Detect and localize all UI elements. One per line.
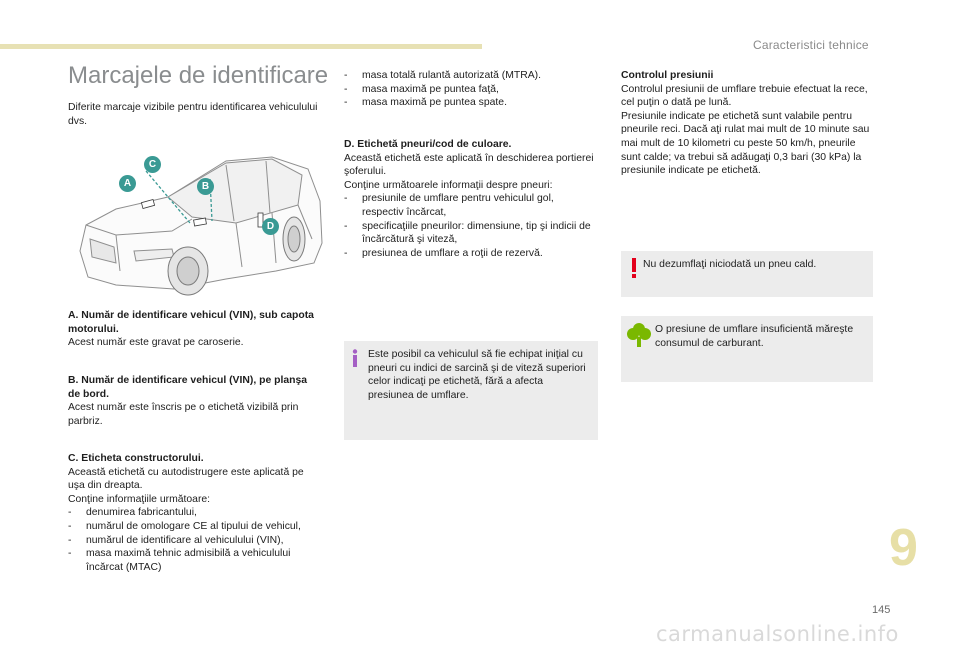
section-b-heading: B. Număr de identificare vehicul (VIN), pe planşa de bord.	[68, 375, 308, 400]
pressure-para-1: Controlul presiunii de umflare trebuie efectuat la rece, cel puţin o dată pe lună.	[621, 83, 868, 109]
section-d-intro: Conţine următoarele informaţii despre pneuri:	[344, 179, 553, 191]
section-c-heading: C. Eticheta constructorului.	[68, 453, 204, 464]
list-item: - presiunea de umflare a roţii de rezervă.	[344, 247, 543, 259]
header-accent-bar	[0, 44, 482, 49]
warning-box-text: Nu dezumflaţi niciodată un pneu cald.	[643, 259, 817, 270]
list-item: - specificaţiile pneurilor: dimensiune, tip şi indicii de încărcătură şi viteză,	[344, 220, 591, 246]
eco-tree-icon	[627, 322, 651, 348]
list-item: - numărul de omologare CE al tipului de vehicul,	[68, 520, 301, 532]
mass-list	[344, 69, 596, 110]
section-a-body: Acest număr este gravat pe caroserie.	[68, 337, 244, 349]
section-d-body: Această etichetă este aplicată în deschiderea portierei şoferului.	[344, 152, 594, 178]
info-box	[344, 341, 598, 440]
list-item: - masa maximă tehnic admisibilă a vehiculului încărcat (MTAC)	[68, 548, 291, 573]
warning-box	[621, 251, 873, 297]
label-d-badge: D	[262, 218, 279, 235]
list-item: - numărul de identificare al vehiculului (VIN),	[68, 534, 284, 546]
section-title: Caracteristici tehnice	[753, 38, 869, 52]
page-number: 145	[872, 604, 891, 616]
section-a	[68, 309, 318, 350]
list-item: - masa maximă pe puntea faţă,	[344, 83, 499, 95]
watermark: carmanualsonline.info	[656, 622, 899, 646]
car-illustration	[76, 139, 324, 303]
section-d-heading: D. Etichetă pneuri/cod de culoare.	[344, 139, 512, 150]
eco-box	[621, 316, 873, 382]
label-a-badge: A	[119, 175, 136, 192]
list-item: - masa maximă pe puntea spate.	[344, 97, 507, 109]
chapter-number: 9	[889, 519, 918, 577]
section-c	[68, 452, 318, 574]
section-c-intro: Conţine informaţiile următoare:	[68, 493, 211, 505]
info-icon	[351, 349, 359, 367]
section-c-body: Această etichetă cu autodistrugere este aplicată pe uşa din dreapta.	[68, 466, 304, 492]
label-b-badge: B	[197, 178, 214, 195]
info-box-text: Este posibil ca vehiculul să fie echipat iniţial cu pneuri cu indici de sarcină şi de viteză superiori celor indicaţi pe etichetă, fără a afecta presiunea de umflare.	[368, 349, 586, 401]
list-item: - masa totală rulantă autorizată (MTRA).	[344, 70, 542, 81]
pressure-para-2: Presiunile indicate pe etichetă sunt valabile pentru pneurile reci. Dacă aţi rulat mai mult de 10 minute sau mai mult de 10 kilometri cu peste 50 km/h, pneurile sunt calde; va trebui să adăugaţi 0,3 bari (30 kPa) la presiunile indicate pe etichetă.	[621, 110, 870, 177]
section-b-body: Acest număr este înscris pe o etichetă vizibilă prin parbriz.	[68, 402, 299, 427]
section-d	[344, 138, 596, 260]
warning-exclamation-icon	[631, 258, 637, 278]
list-item: - denumirea fabricantului,	[68, 507, 197, 519]
intro-text: Diferite marcaje vizibile pentru identificarea vehiculului dvs.	[68, 102, 318, 127]
section-a-heading: A. Număr de identificare vehicul (VIN), sub capota motorului.	[68, 310, 314, 335]
eco-box-text: O presiune de umflare insuficientă măreşte consumul de carburant.	[655, 324, 854, 349]
list-item: - presiunile de umflare pentru vehiculul gol, respectiv încărcat,	[344, 193, 554, 218]
section-b	[68, 374, 318, 428]
page-title: Marcajele de identificare	[68, 62, 329, 89]
pressure-section	[621, 69, 875, 178]
pressure-heading: Controlul presiunii	[621, 70, 714, 81]
label-c-badge: C	[144, 156, 161, 173]
